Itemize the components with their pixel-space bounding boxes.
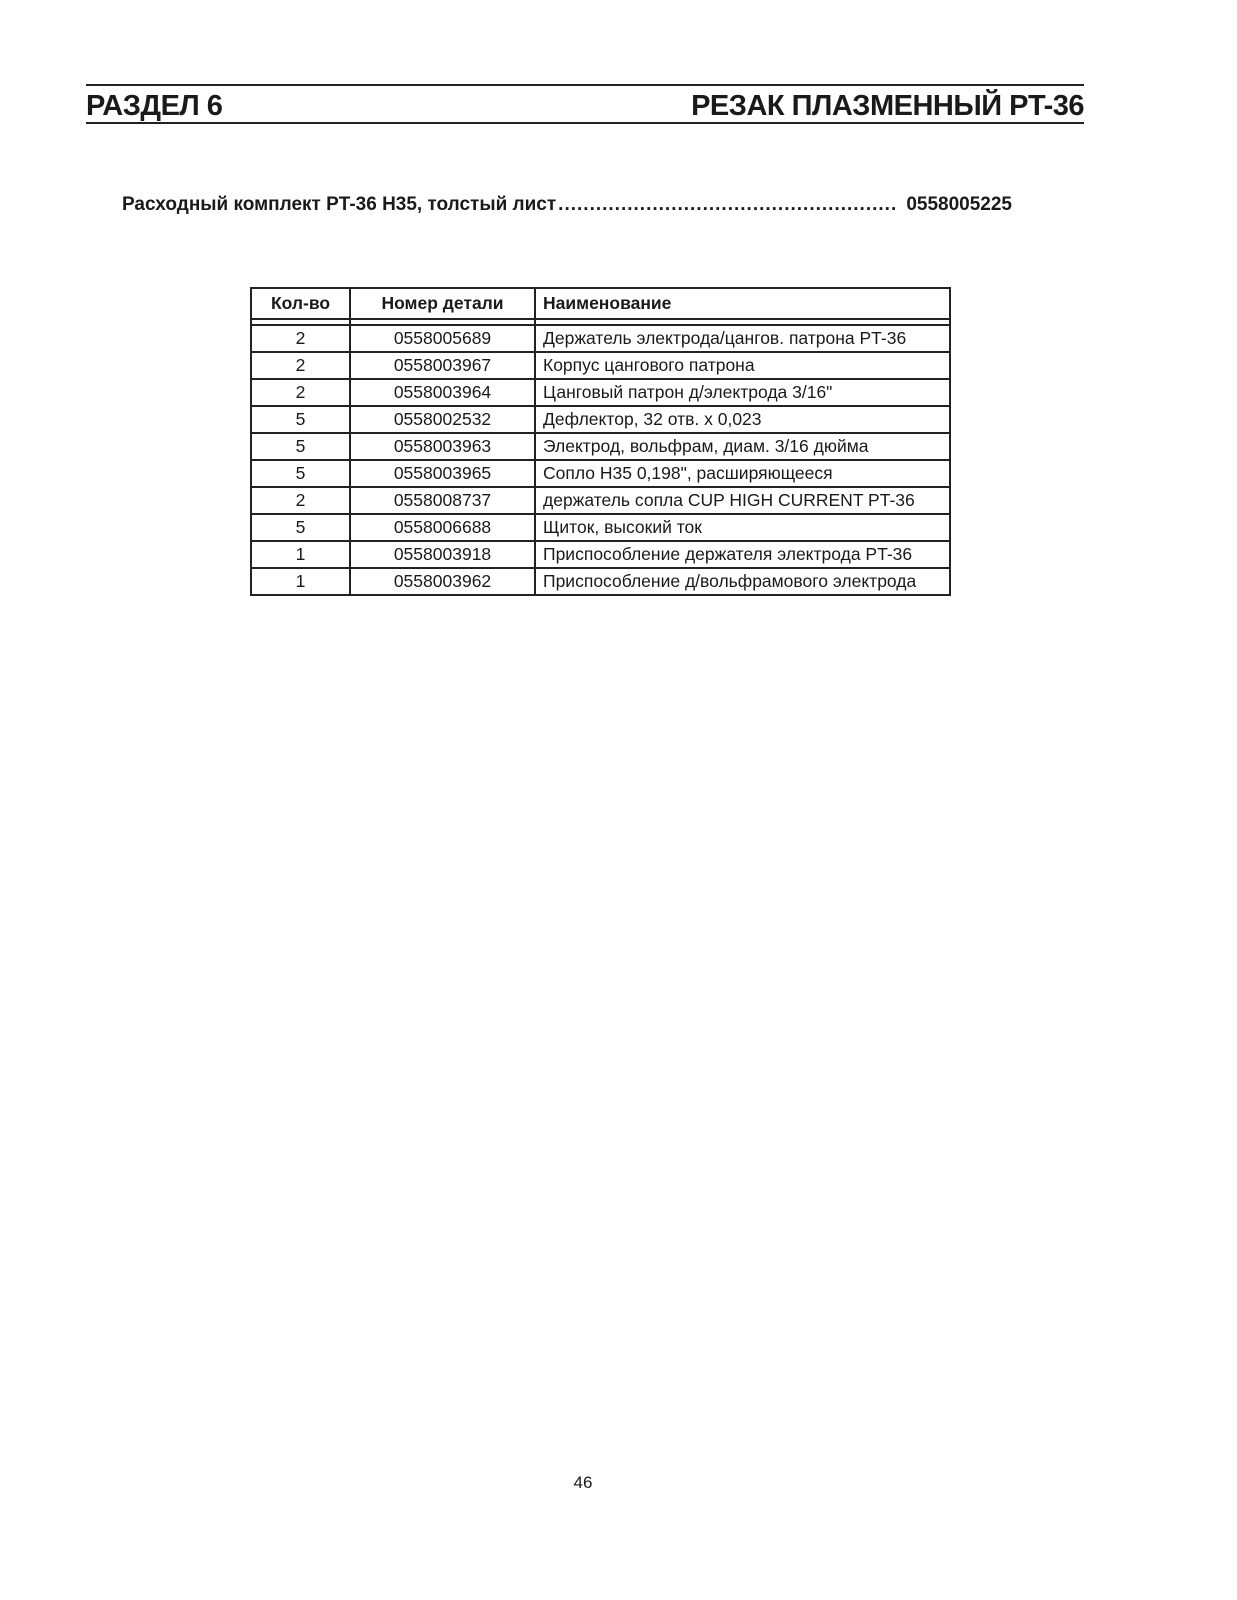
- row-name: Приспособление держателя электрода PT-36: [535, 541, 950, 568]
- table-row: [251, 460, 950, 487]
- section-label: РАЗДЕЛ 6: [86, 90, 223, 122]
- table-row: [251, 514, 950, 541]
- page-title: РЕЗАК ПЛАЗМЕННЫЙ PT-36: [691, 90, 1084, 122]
- kit-number: 0558005225: [906, 194, 1012, 215]
- table-row: [251, 433, 950, 460]
- kit-line: [122, 194, 1012, 222]
- table-header-row: [251, 288, 950, 319]
- row-qty: 1: [251, 568, 350, 595]
- row-part-number: 0558003965: [350, 460, 535, 487]
- row-qty: 5: [251, 514, 350, 541]
- table-row: [251, 541, 950, 568]
- row-part-number: 0558002532: [350, 406, 535, 433]
- row-qty: 2: [251, 325, 350, 352]
- table-row: [251, 379, 950, 406]
- row-qty: 5: [251, 433, 350, 460]
- row-name: Сопло H35 0,198", расширяющееся: [535, 460, 950, 487]
- header-part-number: Номер детали: [350, 288, 535, 319]
- table-row: [251, 406, 950, 433]
- row-qty: 2: [251, 379, 350, 406]
- kit-name: Расходный комплект PT-36 H35, толстый лист: [122, 194, 557, 215]
- table-row: [251, 487, 950, 514]
- row-qty: 2: [251, 487, 350, 514]
- kit-leader-dots: ......................................................: [558, 194, 898, 215]
- row-part-number: 0558006688: [350, 514, 535, 541]
- page-number: 46: [573, 1473, 593, 1492]
- table-row: [251, 325, 950, 352]
- row-part-number: 0558003964: [350, 379, 535, 406]
- header-qty: Кол-во: [251, 288, 350, 319]
- row-name: Щиток, высокий ток: [535, 514, 950, 541]
- row-part-number: 0558008737: [350, 487, 535, 514]
- parts-table: [250, 287, 951, 596]
- row-part-number: 0558003967: [350, 352, 535, 379]
- row-part-number: 0558005689: [350, 325, 535, 352]
- row-name: Цанговый патрон д/электрода 3/16": [535, 379, 950, 406]
- row-name: Корпус цангового патрона: [535, 352, 950, 379]
- row-qty: 2: [251, 352, 350, 379]
- section-header: [86, 84, 1084, 124]
- row-part-number: 0558003963: [350, 433, 535, 460]
- row-name: Приспособление д/вольфрамового электрода: [535, 568, 950, 595]
- row-part-number: 0558003918: [350, 541, 535, 568]
- header-name: Наименование: [535, 288, 950, 319]
- row-qty: 1: [251, 541, 350, 568]
- row-qty: 5: [251, 406, 350, 433]
- row-name: Электрод, вольфрам, диам. 3/16 дюйма: [535, 433, 950, 460]
- table-row: [251, 352, 950, 379]
- table-row: [251, 568, 950, 595]
- row-name: Дефлектор, 32 отв. x 0,023: [535, 406, 950, 433]
- row-qty: 5: [251, 460, 350, 487]
- row-name: Держатель электрода/цангов. патрона PT-36: [535, 325, 950, 352]
- row-part-number: 0558003962: [350, 568, 535, 595]
- row-name: держатель сопла CUP HIGH CURRENT PT-36: [535, 487, 950, 514]
